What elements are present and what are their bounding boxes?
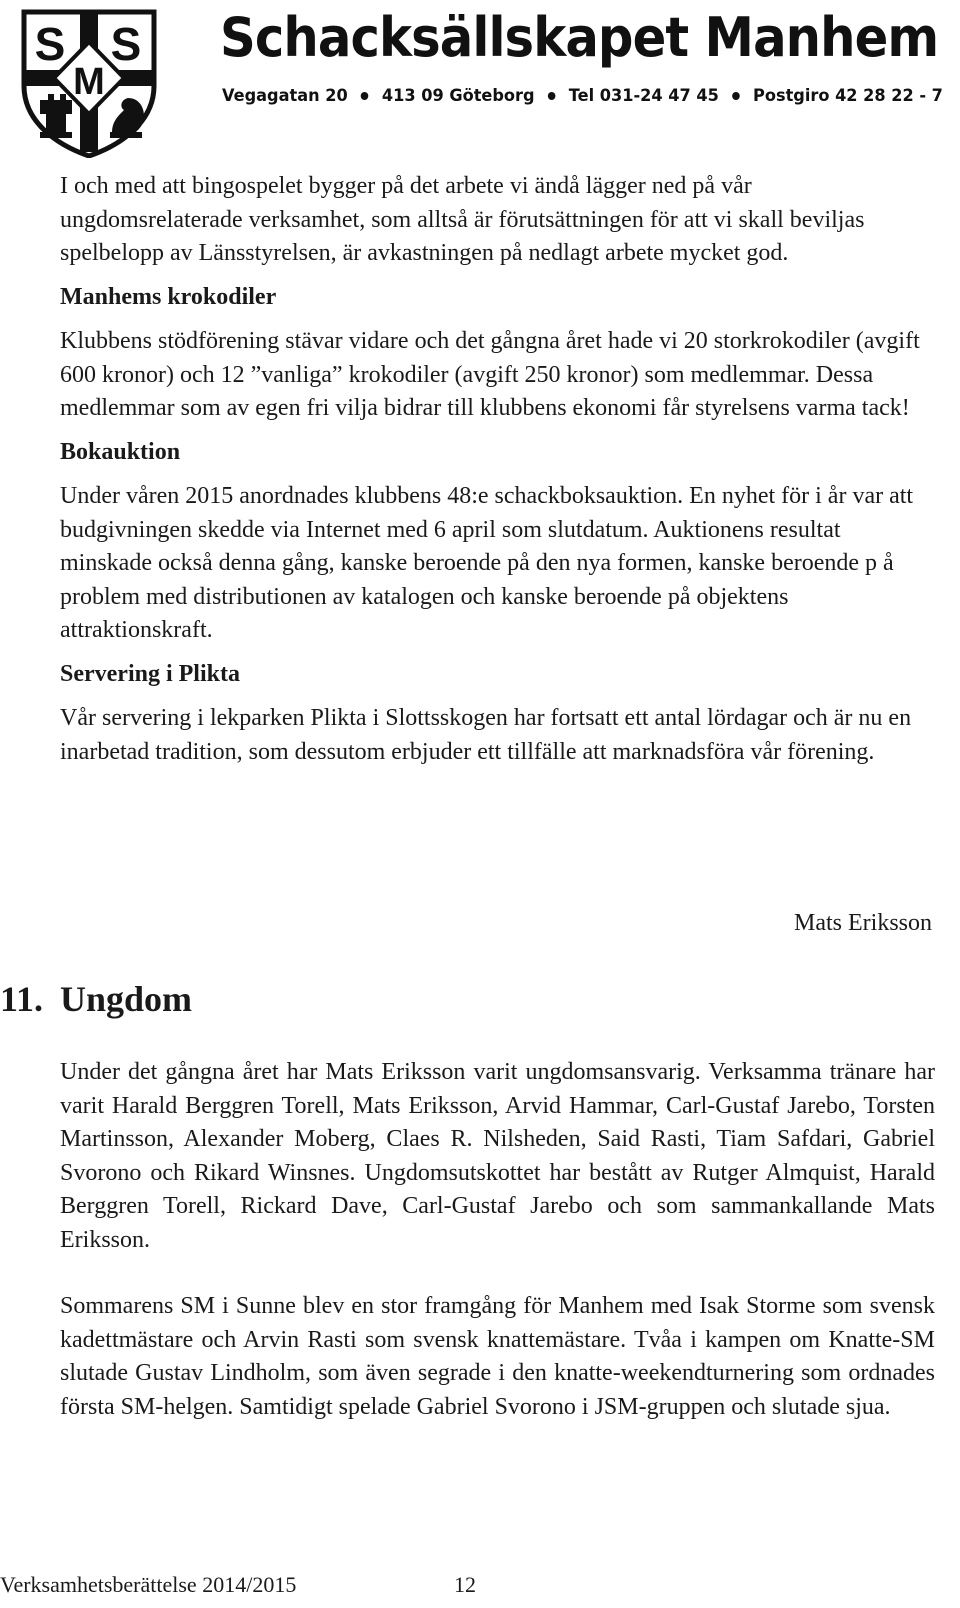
intro-paragraph: I och med att bingospelet bygger på det arbete vi ändå lägger ned på vår ungdomsrelaterade verksamhet, som alltså är förutsättningen för att vi skall beviljas spelbelopp av Länsstyrelsen, är avkastningen på nedlagt arbete mycket god. (60, 173, 865, 266)
logo-letter-left: S (34, 18, 66, 70)
chapter-paragraph-2: Sommarens SM i Sunne blev en stor framgång för Manhem med Isak Storme som svensk kadettmästare och Arvin Rasti som svensk knattemästare. Tvåa i kampen om Knatte-SM slutade Gustav Lindholm, som även segrade i den knatte-weekendturnering som ordnades första SM-helgen. Samtidigt spelade Gabriel Svorono i JSM-gruppen och slutade sjua. (60, 1293, 935, 1420)
chapter-heading (0, 978, 192, 1020)
section-heading-krokodiler: Manhems krokodiler (60, 283, 277, 310)
section-text-servering: Vår servering i lekparken Plikta i Slottsskogen har fortsatt ett antal lördagar och är nu en inarbetad tradition, som dessutom erbjuder ett tillfälle att marknadsföra vår förening. (60, 705, 912, 765)
chapter-title: Ungdom (60, 979, 193, 1019)
organization-name: Schacksällskapet Manhem (220, 6, 939, 69)
club-logo (20, 8, 158, 158)
page-number: 12 (454, 1572, 476, 1597)
contact-postal: 413 09 Göteborg (381, 86, 535, 106)
logo-letter-right: S (110, 18, 142, 70)
contact-postgiro: Postgiro 42 28 22 - 7 (753, 86, 943, 106)
chapter-body (60, 1056, 935, 1424)
contact-line (222, 86, 943, 106)
document-body (60, 170, 935, 769)
section-text-krokodiler: Klubbens stödförening stävar vidare och det gångna året hade vi 20 storkrokodiler (avgift 600 kronor) och 12 ”vanliga” krokodiler (avgift 250 kronor) som medlemmar. Dessa medlemmar som av egen fri vilja bidrar till klubbens ekonomi får styrelsens varma tack! (60, 328, 920, 421)
footer-title: Verksamhetsberättelse 2014/2015 (0, 1572, 297, 1597)
section-heading-bokauktion: Bokauktion (60, 438, 181, 465)
logo-letter-center: M (73, 61, 105, 103)
bullet-separator (732, 92, 740, 100)
section-heading-servering: Servering i Plikta (60, 660, 240, 687)
bullet-separator (361, 92, 369, 100)
chapter-paragraph-1: Under det gångna året har Mats Eriksson varit ungdomsansvarig. Verksamma tränare har varit Harald Berggren Torell, Mats Eriksson, Arvid Hammar, Carl-Gustaf Jarebo, Torsten Martinsson, Alexander Moberg, Claes R. Nilsheden, Said Rasti, Tiam Safdari, Gabriel Svorono och Rikard Winsnes. Ungdomsutskottet har bestått av Rutger Almquist, Harald Berggren Torell, Rickard Dave, Carl-Gustaf Jarebo och som sammankallande Mats Eriksson. (60, 1059, 935, 1253)
bullet-separator (548, 92, 556, 100)
section-text-bokauktion: Under våren 2015 anordnades klubbens 48:e schackboksauktion. En nyhet för i år var att budgivningen skedde via Internet med 6 april som slutdatum. Auktionens resultat minskade också denna gång, kanske beroende på den nya formen, kanske beroende p å problem med distributionen av katalogen och kanske beroende på objektens attraktionskraft. (60, 483, 914, 643)
signature: Mats Eriksson (794, 910, 932, 936)
contact-phone: Tel 031-24 47 45 (568, 86, 719, 106)
letterhead (0, 0, 960, 160)
chapter-number: 11. (0, 979, 44, 1019)
page-footer (0, 1572, 476, 1598)
contact-address: Vegagatan 20 (222, 86, 348, 106)
